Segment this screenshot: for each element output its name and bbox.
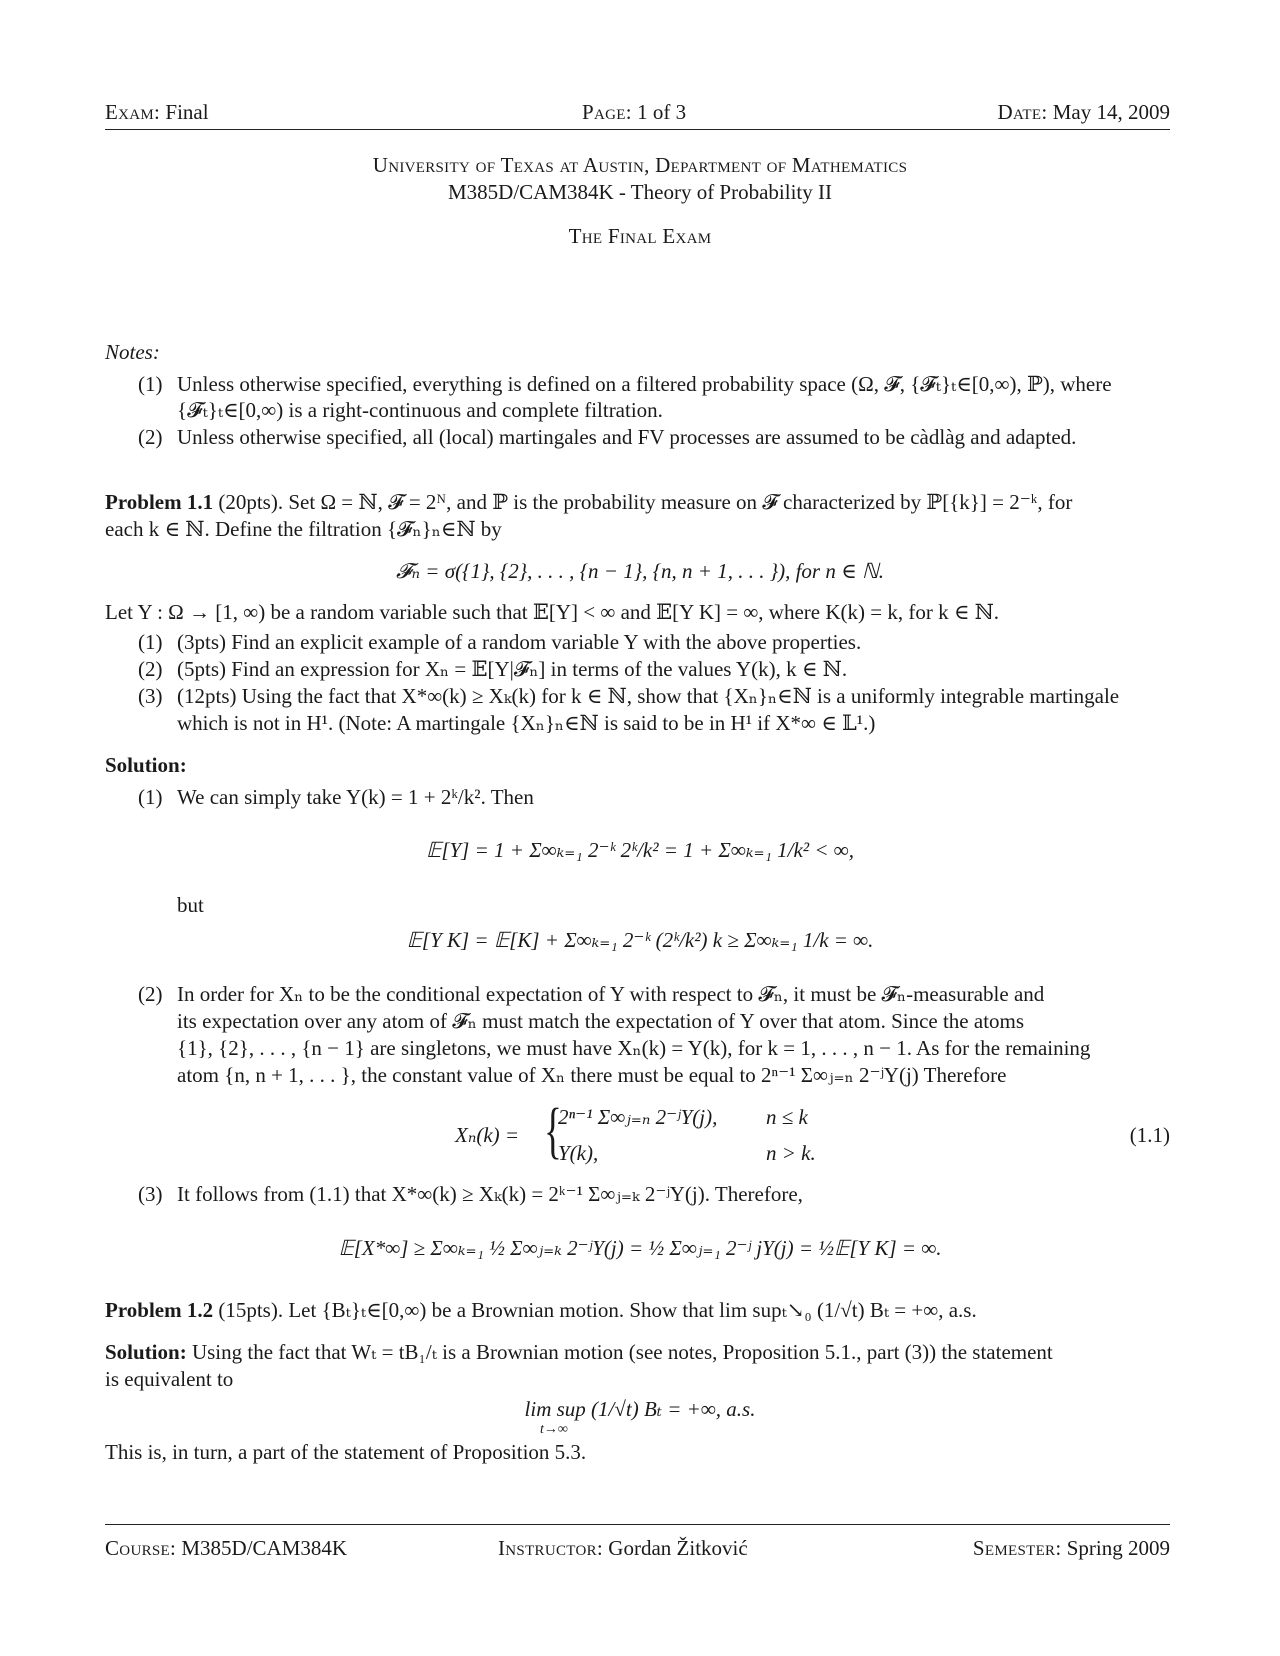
equation-limsup-subscript: t→∞: [540, 1422, 568, 1437]
footer-instructor: [498, 1536, 748, 1561]
footer-course-key: Course:: [105, 1536, 177, 1560]
question-3-number: (3): [138, 684, 163, 708]
solution-1-2-line-1: [105, 1340, 1170, 1365]
header-exam-key: Exam:: [105, 100, 161, 124]
equation-expectation-x-star: 𝔼[X*∞] ≥ Σ∞ₖ₌₁ ½ Σ∞ⱼ₌ₖ 2⁻ʲY(j) = ½ Σ∞ⱼ₌₁ 2⁻ʲ jY(j) = ½𝔼[Y K] = ∞.: [338, 1236, 942, 1260]
equation-1-1-case-1: 2ⁿ⁻¹ Σ∞ⱼ₌ₙ 2⁻ʲY(j),: [558, 1105, 718, 1129]
solution-part-1-but: but: [177, 893, 204, 917]
equation-1-1-case-2-condition: n > k.: [766, 1141, 816, 1165]
solution-part-2-line-4: atom {n, n + 1, . . . }, the constant value of Xₙ there must be equal to 2ⁿ⁻¹ Σ∞ⱼ₌ₙ 2⁻ʲY(j) Therefore: [177, 1063, 1007, 1087]
footer-instructor-key: Instructor:: [498, 1536, 604, 1560]
equation-expectation-y: 𝔼[Y] = 1 + Σ∞ₖ₌₁ 2⁻ᵏ 2ᵏ/k² = 1 + Σ∞ₖ₌₁ 1/k² < ∞,: [426, 838, 854, 862]
solution-1-2-line-2: is equivalent to: [105, 1367, 234, 1391]
problem-1-2: [105, 1298, 1170, 1323]
header-page-value: 1 of 3: [637, 100, 687, 124]
header-exam: [105, 100, 209, 125]
question-2-number: (2): [138, 657, 163, 681]
solution-1-1-label-text: Solution:: [105, 753, 187, 777]
solution-1-2-text-1: Using the fact that Wₜ = tB₁/ₜ is a Brownian motion (see notes, Proposition 5.1., part (3)) the statement: [191, 1340, 1053, 1364]
question-3-line-1: (12pts) Using the fact that X*∞(k) ≥ Xₖ(k) for k ∈ ℕ, show that {Xₙ}ₙ∈ℕ is a uniformly integrable martingale: [177, 684, 1120, 708]
equation-1-1-case-2: Y(k),: [558, 1141, 599, 1165]
solution-1-2-line-3: This is, in turn, a part of the statement of Proposition 5.3.: [105, 1440, 587, 1464]
solution-1-2-label: Solution:: [105, 1340, 187, 1364]
question-2-text: (5pts) Find an expression for Xₙ = 𝔼[Y|𝓕ₙ] in terms of the values Y(k), k ∈ ℕ.: [177, 657, 848, 681]
note-1-line-2: {𝓕ₜ}ₜ∈[0,∞) is a right-continuous and complete filtration.: [177, 398, 663, 422]
solution-part-2-line-3: {1}, {2}, . . . , {n − 1} are singletons, we must have Xₙ(k) = Y(k), for k = 1, . . . , n − 1. As for the remaining: [177, 1036, 1091, 1060]
note-2-text: Unless otherwise specified, all (local) martingales and FV processes are assumed to be càdlàg and adapted.: [177, 425, 1077, 449]
header-exam-value: Final: [165, 100, 209, 124]
note-1-line-1: Unless otherwise specified, everything is defined on a filtered probability space (Ω, 𝓕, {𝓕ₜ}ₜ∈[0,∞), ℙ), where: [177, 372, 1112, 396]
problem-1-2-points: (15pts).: [218, 1298, 284, 1322]
equation-1-1-brace: {: [543, 1097, 562, 1165]
solution-1-1-label: [105, 753, 187, 778]
problem-1-1-title: Problem 1.1: [105, 490, 214, 514]
equation-1-1-lhs: Xₙ(k) =: [455, 1123, 520, 1147]
footer-semester-value: Spring 2009: [1066, 1536, 1170, 1560]
problem-1-1-line-2: each k ∈ ℕ. Define the filtration {𝓕ₙ}ₙ∈ℕ by: [105, 517, 502, 541]
header-date: [998, 100, 1171, 125]
solution-part-2-line-1: In order for Xₙ to be the conditional expectation of Y with respect to 𝓕ₙ, it must be 𝓕ₙ-measurable and: [177, 982, 1045, 1006]
problem-1-1-filtration-equation: 𝓕ₙ = σ({1}, {2}, . . . , {n − 1}, {n, n + 1, . . . }), for n ∈ ℕ.: [396, 559, 884, 583]
solution-part-1-text: We can simply take Y(k) = 1 + 2ᵏ/k². Then: [177, 785, 534, 809]
title-exam: The Final Exam: [568, 224, 712, 248]
note-1-number: (1): [138, 372, 163, 396]
footer-semester: [973, 1536, 1170, 1561]
equation-1-1-tag: (1.1): [1129, 1123, 1170, 1147]
equation-expectation-yk: 𝔼[Y K] = 𝔼[K] + Σ∞ₖ₌₁ 2⁻ᵏ (2ᵏ/k²) k ≥ Σ∞ₖ₌₁ 1/k = ∞.: [406, 928, 874, 952]
header-date-key: Date:: [997, 100, 1048, 124]
equation-1-1-case-1-condition: n ≤ k: [766, 1105, 808, 1129]
solution-part-2-number: (2): [138, 982, 163, 1006]
solution-part-3-number: (3): [138, 1182, 163, 1206]
footer-instructor-value: Gordan Žitković: [608, 1536, 748, 1560]
equation-limsup: lim sup (1/√t) Bₜ = +∞, a.s.: [524, 1397, 756, 1421]
title-university: University of Texas at Austin, Department of Mathematics: [372, 153, 908, 177]
footer-course-value: M385D/CAM384K: [181, 1536, 348, 1560]
problem-1-1-line-1: [105, 490, 1170, 515]
problem-1-1-text-1: Set Ω = ℕ, 𝓕 = 2ᴺ, and ℙ is the probability measure on 𝓕 characterized by ℙ[{k}] = 2⁻ᵏ, for: [288, 490, 1073, 514]
header-date-value: May 14, 2009: [1052, 100, 1170, 124]
note-2-number: (2): [138, 425, 163, 449]
footer-semester-key: Semester:: [972, 1536, 1062, 1560]
solution-part-1-number: (1): [138, 785, 163, 809]
problem-1-2-title: Problem 1.2: [105, 1298, 214, 1322]
title-course: M385D/CAM384K - Theory of Probability II: [448, 180, 832, 204]
footer-rule: [105, 1524, 1170, 1525]
question-1-number: (1): [138, 630, 163, 654]
problem-1-1-points: (20pts).: [218, 490, 284, 514]
notes-label: Notes:: [105, 340, 160, 364]
question-3-line-2: which is not in H¹. (Note: A martingale {Xₙ}ₙ∈ℕ is said to be in H¹ if X*∞ ∈ 𝕃¹.): [177, 711, 876, 735]
problem-1-2-text: Let {Bₜ}ₜ∈[0,∞) be a Brownian motion. Show that lim supₜ↘₀ (1/√t) Bₜ = +∞, a.s.: [288, 1298, 977, 1322]
solution-part-2-line-2: its expectation over any atom of 𝓕ₙ must match the expectation of Y over that atom. Since the atoms: [177, 1009, 1025, 1033]
solution-part-3-text: It follows from (1.1) that X*∞(k) ≥ Xₖ(k) = 2ᵏ⁻¹ Σ∞ⱼ₌ₖ 2⁻ʲY(j). Therefore,: [177, 1182, 803, 1206]
question-1-text: (3pts) Find an explicit example of a random variable Y with the above properties.: [177, 630, 862, 654]
header-page-key: Page:: [582, 100, 632, 124]
problem-1-1-line-3: Let Y : Ω → [1, ∞) be a random variable such that 𝔼[Y] < ∞ and 𝔼[Y K] = ∞, where K(k) = k, for k ∈ ℕ.: [105, 600, 1000, 624]
header-rule: [105, 129, 1170, 130]
footer-course: [105, 1536, 347, 1561]
header-page: [582, 100, 686, 125]
